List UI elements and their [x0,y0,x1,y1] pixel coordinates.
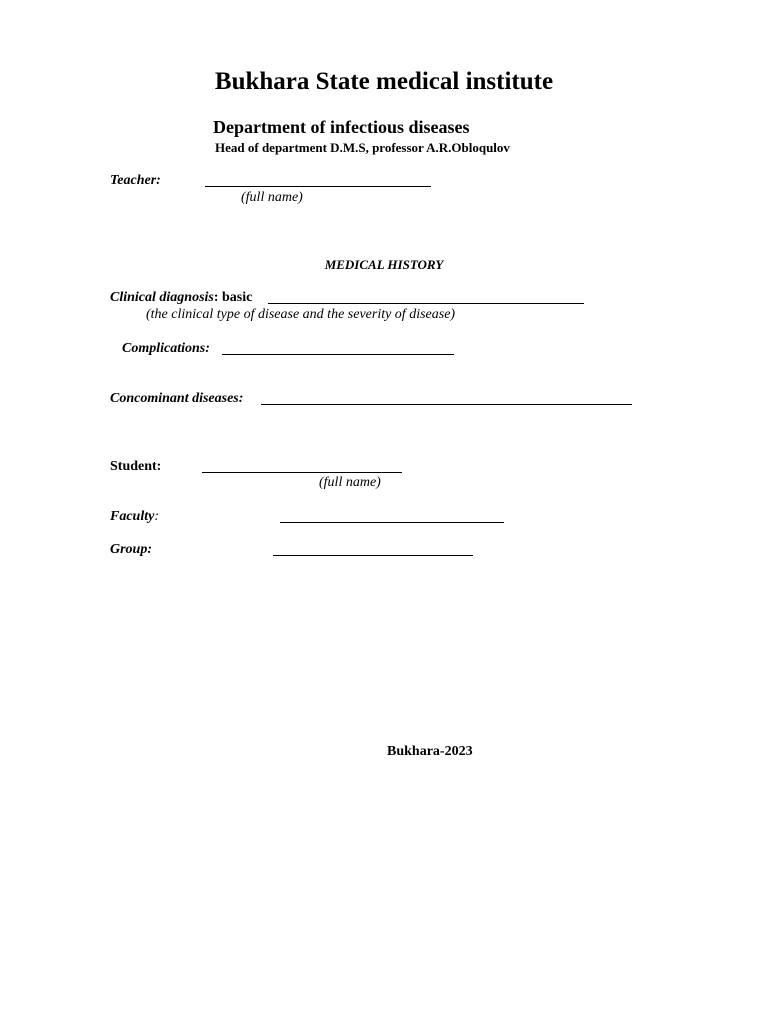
faculty-label: Faculty [110,509,155,524]
clinical-diagnosis-basic-label: : basic [213,290,253,305]
clinical-diagnosis-hint: (the clinical type of disease and the severity of disease) [146,307,456,322]
teacher-label: Teacher: [110,173,161,188]
faculty-row [110,509,159,525]
group-label: Group: [110,542,153,557]
department-name: Department of infectious diseases [213,117,470,137]
concominant-diseases-label: Concominant diseases: [110,391,244,406]
student-full-name-hint: (full name) [319,475,381,490]
document-title: MEDICAL HISTORY [324,257,444,272]
footer-place-year: Bukhara-2023 [387,744,473,759]
teacher-name-blank[interactable] [205,186,431,187]
clinical-diagnosis-label: Clinical diagnosis [110,290,214,305]
student-name-blank[interactable] [202,472,402,473]
clinical-diagnosis-blank[interactable] [268,303,584,304]
concominant-diseases-blank[interactable] [261,404,632,405]
complications-label: Complications: [122,341,210,356]
student-label: Student: [110,459,162,474]
group-blank[interactable] [273,555,473,556]
head-of-department: Head of department D.M.S, professor A.R.Obloqulov [215,140,510,155]
institute-title: Bukhara State medical institute [214,68,554,95]
teacher-full-name-hint: (full name) [241,190,303,205]
clinical-diagnosis-row [110,290,252,306]
faculty-blank[interactable] [280,522,504,523]
complications-blank[interactable] [222,354,454,355]
faculty-colon: : [154,509,160,524]
